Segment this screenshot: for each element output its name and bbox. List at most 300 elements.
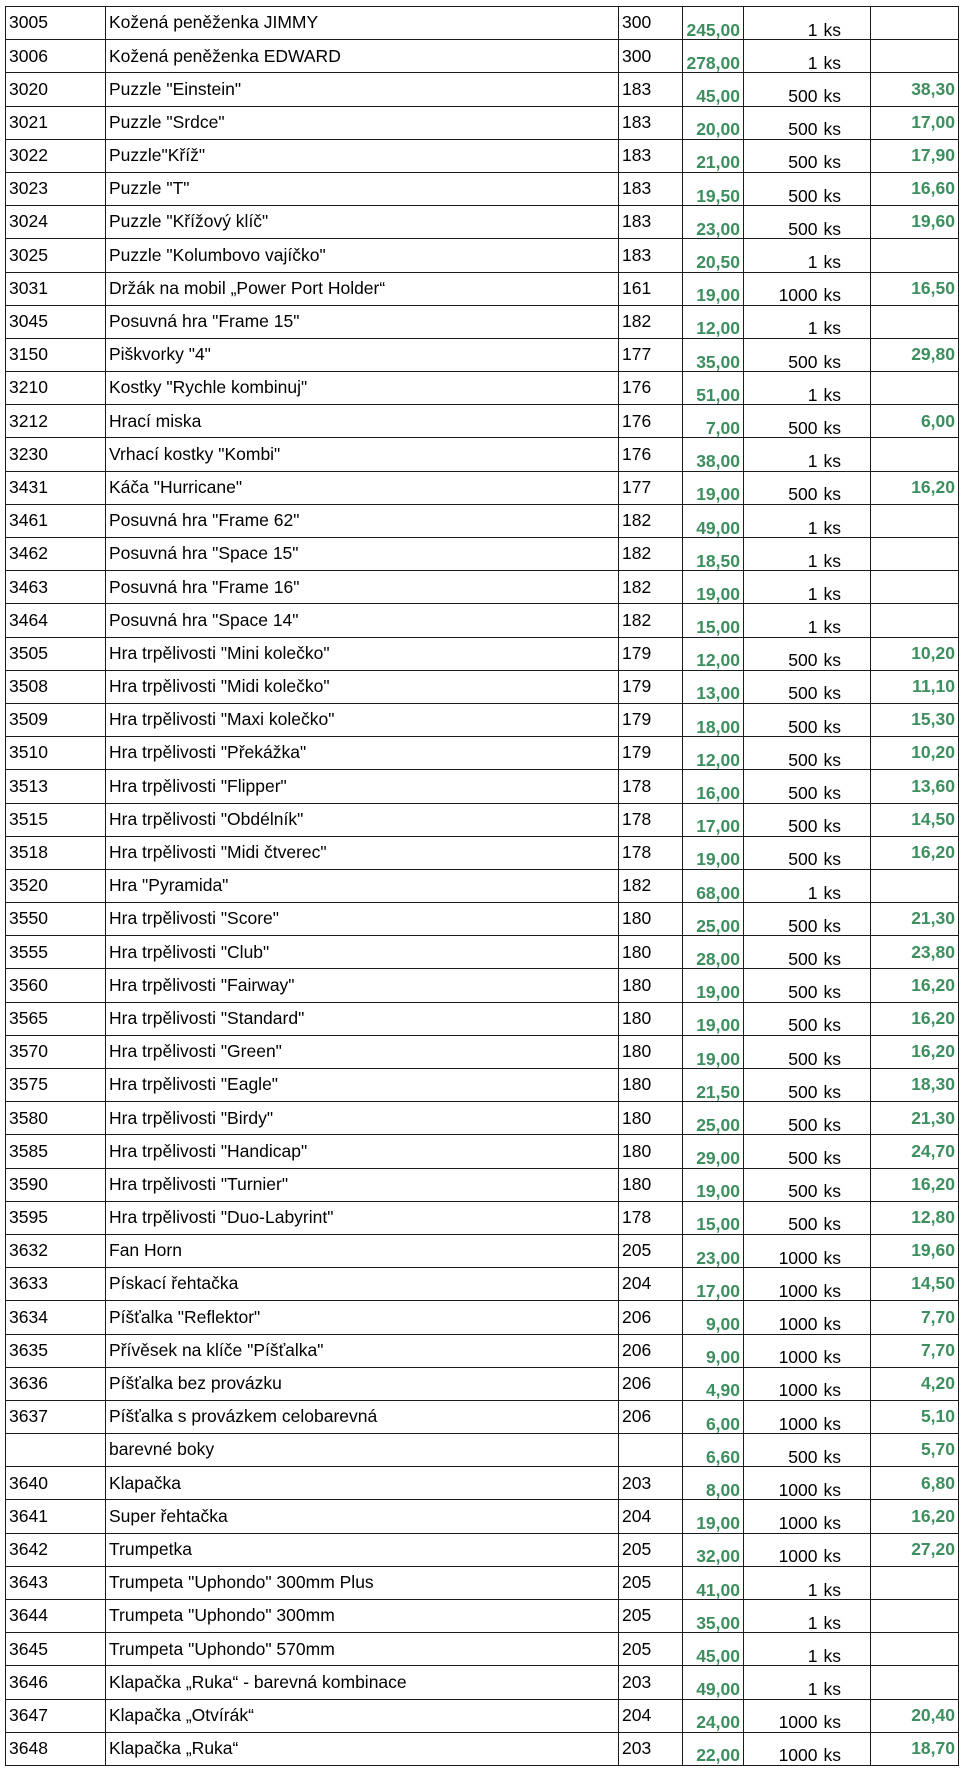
product-code: 3560 bbox=[6, 969, 106, 1002]
discount-price: 5,10 bbox=[871, 1400, 959, 1433]
unit-price: 25,00 bbox=[683, 1102, 744, 1135]
unit-price: 19,00 bbox=[683, 969, 744, 1002]
product-name: Posuvná hra "Space 15" bbox=[106, 538, 619, 571]
unit-label: ks bbox=[821, 338, 871, 371]
unit-price: 245,00 bbox=[683, 7, 744, 40]
min-quantity: 500 bbox=[744, 969, 821, 1002]
product-name: Píšťalka bez provázku bbox=[106, 1367, 619, 1400]
discount-price: 15,30 bbox=[871, 703, 959, 736]
min-quantity: 1 bbox=[744, 438, 821, 471]
table-row bbox=[6, 1566, 959, 1599]
product-group: 180 bbox=[619, 1069, 683, 1102]
discount-price: 4,20 bbox=[871, 1367, 959, 1400]
discount-price bbox=[871, 1666, 959, 1699]
product-group: 180 bbox=[619, 969, 683, 1002]
product-group: 300 bbox=[619, 40, 683, 73]
discount-price bbox=[871, 239, 959, 272]
discount-price: 29,80 bbox=[871, 338, 959, 371]
min-quantity: 1 bbox=[744, 372, 821, 405]
product-name: Trumpeta "Uphondo" 300mm Plus bbox=[106, 1566, 619, 1599]
product-code: 3518 bbox=[6, 836, 106, 869]
table-row bbox=[6, 1334, 959, 1367]
unit-label: ks bbox=[821, 40, 871, 73]
min-quantity: 500 bbox=[744, 73, 821, 106]
discount-price: 16,20 bbox=[871, 836, 959, 869]
product-code: 3555 bbox=[6, 936, 106, 969]
discount-price: 17,00 bbox=[871, 106, 959, 139]
table-row bbox=[6, 969, 959, 1002]
discount-price: 10,20 bbox=[871, 637, 959, 670]
unit-label: ks bbox=[821, 272, 871, 305]
product-code: 3150 bbox=[6, 338, 106, 371]
unit-price: 35,00 bbox=[683, 338, 744, 371]
unit-label: ks bbox=[821, 637, 871, 670]
unit-label: ks bbox=[821, 903, 871, 936]
unit-label: ks bbox=[821, 1400, 871, 1433]
product-group: 161 bbox=[619, 272, 683, 305]
min-quantity: 500 bbox=[744, 1035, 821, 1068]
table-row bbox=[6, 73, 959, 106]
unit-price: 18,50 bbox=[683, 538, 744, 571]
table-row bbox=[6, 1732, 959, 1765]
product-group: 205 bbox=[619, 1633, 683, 1666]
min-quantity: 1000 bbox=[744, 1301, 821, 1334]
min-quantity: 500 bbox=[744, 1168, 821, 1201]
table-row bbox=[6, 1699, 959, 1732]
product-group: 176 bbox=[619, 372, 683, 405]
unit-label: ks bbox=[821, 869, 871, 902]
min-quantity: 1000 bbox=[744, 1533, 821, 1566]
min-quantity: 1 bbox=[744, 538, 821, 571]
product-group: 177 bbox=[619, 338, 683, 371]
unit-label: ks bbox=[821, 1533, 871, 1566]
product-name: Kožená peněženka EDWARD bbox=[106, 40, 619, 73]
product-code: 3643 bbox=[6, 1566, 106, 1599]
product-name: Super řehtačka bbox=[106, 1500, 619, 1533]
unit-label: ks bbox=[821, 405, 871, 438]
product-group: 204 bbox=[619, 1268, 683, 1301]
table-row bbox=[6, 1135, 959, 1168]
price-list-table bbox=[5, 6, 959, 1766]
product-name: Puzzle "Einstein" bbox=[106, 73, 619, 106]
discount-price bbox=[871, 869, 959, 902]
product-group: 204 bbox=[619, 1500, 683, 1533]
min-quantity: 1 bbox=[744, 571, 821, 604]
table-row bbox=[6, 1434, 959, 1467]
min-quantity: 1 bbox=[744, 1633, 821, 1666]
product-name: Hrací miska bbox=[106, 405, 619, 438]
product-group: 182 bbox=[619, 604, 683, 637]
min-quantity: 500 bbox=[744, 1069, 821, 1102]
product-name: Kožená peněženka JIMMY bbox=[106, 7, 619, 40]
product-code: 3575 bbox=[6, 1069, 106, 1102]
product-code: 3462 bbox=[6, 538, 106, 571]
unit-price: 4,90 bbox=[683, 1367, 744, 1400]
min-quantity: 500 bbox=[744, 836, 821, 869]
unit-price: 41,00 bbox=[683, 1566, 744, 1599]
discount-price bbox=[871, 571, 959, 604]
product-group: 180 bbox=[619, 903, 683, 936]
product-group: 178 bbox=[619, 803, 683, 836]
unit-price: 19,00 bbox=[683, 1168, 744, 1201]
unit-label: ks bbox=[821, 1201, 871, 1234]
table-row bbox=[6, 1301, 959, 1334]
product-group: 179 bbox=[619, 637, 683, 670]
unit-label: ks bbox=[821, 1500, 871, 1533]
product-group: 203 bbox=[619, 1666, 683, 1699]
min-quantity: 1000 bbox=[744, 1367, 821, 1400]
unit-price: 32,00 bbox=[683, 1533, 744, 1566]
min-quantity: 500 bbox=[744, 139, 821, 172]
table-row bbox=[6, 1069, 959, 1102]
table-row bbox=[6, 40, 959, 73]
product-code: 3210 bbox=[6, 372, 106, 405]
unit-label: ks bbox=[821, 1234, 871, 1267]
discount-price: 10,20 bbox=[871, 737, 959, 770]
product-name: Puzzle"Kříž" bbox=[106, 139, 619, 172]
unit-price: 17,00 bbox=[683, 803, 744, 836]
unit-label: ks bbox=[821, 803, 871, 836]
unit-label: ks bbox=[821, 504, 871, 537]
product-name: Píšťalka "Reflektor" bbox=[106, 1301, 619, 1334]
table-row bbox=[6, 1600, 959, 1633]
product-name: Káča "Hurricane" bbox=[106, 471, 619, 504]
product-code: 3505 bbox=[6, 637, 106, 670]
product-name: Posuvná hra "Frame 16" bbox=[106, 571, 619, 604]
product-name: Hra trpělivosti "Birdy" bbox=[106, 1102, 619, 1135]
table-row bbox=[6, 1035, 959, 1068]
table-row bbox=[6, 637, 959, 670]
product-code: 3646 bbox=[6, 1666, 106, 1699]
unit-label: ks bbox=[821, 1069, 871, 1102]
min-quantity: 500 bbox=[744, 703, 821, 736]
product-name: Hra trpělivosti "Midi kolečko" bbox=[106, 670, 619, 703]
product-name: Hra trpělivosti "Maxi kolečko" bbox=[106, 703, 619, 736]
table-row bbox=[6, 438, 959, 471]
discount-price: 16,20 bbox=[871, 969, 959, 1002]
product-name: barevné boky bbox=[106, 1434, 619, 1467]
min-quantity: 1 bbox=[744, 869, 821, 902]
product-group: 206 bbox=[619, 1334, 683, 1367]
product-code: 3645 bbox=[6, 1633, 106, 1666]
table-row bbox=[6, 106, 959, 139]
min-quantity: 1000 bbox=[744, 1334, 821, 1367]
product-name: Posuvná hra "Space 14" bbox=[106, 604, 619, 637]
unit-price: 23,00 bbox=[683, 206, 744, 239]
product-group: 176 bbox=[619, 405, 683, 438]
unit-price: 15,00 bbox=[683, 1201, 744, 1234]
table-row bbox=[6, 803, 959, 836]
product-group: 180 bbox=[619, 1002, 683, 1035]
product-code: 3508 bbox=[6, 670, 106, 703]
table-row bbox=[6, 571, 959, 604]
product-group: 206 bbox=[619, 1400, 683, 1433]
min-quantity: 500 bbox=[744, 206, 821, 239]
min-quantity: 1 bbox=[744, 7, 821, 40]
min-quantity: 500 bbox=[744, 172, 821, 205]
unit-price: 24,00 bbox=[683, 1699, 744, 1732]
unit-price: 20,00 bbox=[683, 106, 744, 139]
unit-label: ks bbox=[821, 1367, 871, 1400]
discount-price: 16,20 bbox=[871, 1035, 959, 1068]
unit-label: ks bbox=[821, 239, 871, 272]
table-row bbox=[6, 1666, 959, 1699]
min-quantity: 500 bbox=[744, 338, 821, 371]
min-quantity: 500 bbox=[744, 737, 821, 770]
table-row bbox=[6, 703, 959, 736]
product-code: 3463 bbox=[6, 571, 106, 604]
discount-price: 38,30 bbox=[871, 73, 959, 106]
unit-price: 49,00 bbox=[683, 1666, 744, 1699]
min-quantity: 500 bbox=[744, 1002, 821, 1035]
unit-label: ks bbox=[821, 1633, 871, 1666]
discount-price bbox=[871, 504, 959, 537]
product-code: 3570 bbox=[6, 1035, 106, 1068]
unit-price: 15,00 bbox=[683, 604, 744, 637]
product-name: Hra trpělivosti "Green" bbox=[106, 1035, 619, 1068]
table-row bbox=[6, 903, 959, 936]
min-quantity: 500 bbox=[744, 903, 821, 936]
product-code: 3520 bbox=[6, 869, 106, 902]
unit-label: ks bbox=[821, 1699, 871, 1732]
unit-label: ks bbox=[821, 538, 871, 571]
unit-label: ks bbox=[821, 305, 871, 338]
table-row bbox=[6, 1400, 959, 1433]
min-quantity: 500 bbox=[744, 471, 821, 504]
product-group: 180 bbox=[619, 936, 683, 969]
discount-price bbox=[871, 305, 959, 338]
product-group: 206 bbox=[619, 1367, 683, 1400]
discount-price: 14,50 bbox=[871, 1268, 959, 1301]
product-name: Hra "Pyramida" bbox=[106, 869, 619, 902]
min-quantity: 1 bbox=[744, 1566, 821, 1599]
unit-price: 17,00 bbox=[683, 1268, 744, 1301]
product-group: 182 bbox=[619, 869, 683, 902]
min-quantity: 500 bbox=[744, 1135, 821, 1168]
product-group: 205 bbox=[619, 1234, 683, 1267]
unit-label: ks bbox=[821, 936, 871, 969]
unit-label: ks bbox=[821, 1566, 871, 1599]
unit-price: 49,00 bbox=[683, 504, 744, 537]
product-group: 182 bbox=[619, 538, 683, 571]
unit-label: ks bbox=[821, 1600, 871, 1633]
discount-price: 21,30 bbox=[871, 903, 959, 936]
min-quantity: 500 bbox=[744, 1434, 821, 1467]
unit-label: ks bbox=[821, 1002, 871, 1035]
unit-price: 19,50 bbox=[683, 172, 744, 205]
product-group: 180 bbox=[619, 1102, 683, 1135]
unit-price: 45,00 bbox=[683, 73, 744, 106]
table-row bbox=[6, 206, 959, 239]
product-code: 3565 bbox=[6, 1002, 106, 1035]
unit-label: ks bbox=[821, 1268, 871, 1301]
discount-price: 7,70 bbox=[871, 1334, 959, 1367]
discount-price: 16,50 bbox=[871, 272, 959, 305]
discount-price: 18,30 bbox=[871, 1069, 959, 1102]
product-code: 3550 bbox=[6, 903, 106, 936]
unit-label: ks bbox=[821, 206, 871, 239]
min-quantity: 500 bbox=[744, 1201, 821, 1234]
product-code: 3585 bbox=[6, 1135, 106, 1168]
min-quantity: 500 bbox=[744, 1102, 821, 1135]
discount-price: 16,60 bbox=[871, 172, 959, 205]
product-code: 3515 bbox=[6, 803, 106, 836]
table-row bbox=[6, 139, 959, 172]
product-code: 3644 bbox=[6, 1600, 106, 1633]
table-row bbox=[6, 1467, 959, 1500]
table-row bbox=[6, 7, 959, 40]
product-code: 3640 bbox=[6, 1467, 106, 1500]
min-quantity: 1 bbox=[744, 40, 821, 73]
product-code: 3431 bbox=[6, 471, 106, 504]
min-quantity: 1000 bbox=[744, 1234, 821, 1267]
product-name: Vrhací kostky "Kombi" bbox=[106, 438, 619, 471]
min-quantity: 1 bbox=[744, 1666, 821, 1699]
product-code: 3020 bbox=[6, 73, 106, 106]
discount-price bbox=[871, 1600, 959, 1633]
unit-price: 21,50 bbox=[683, 1069, 744, 1102]
product-code: 3510 bbox=[6, 737, 106, 770]
discount-price: 5,70 bbox=[871, 1434, 959, 1467]
product-name: Piškvorky "4" bbox=[106, 338, 619, 371]
product-code: 3513 bbox=[6, 770, 106, 803]
product-code: 3230 bbox=[6, 438, 106, 471]
product-group: 178 bbox=[619, 836, 683, 869]
unit-label: ks bbox=[821, 1135, 871, 1168]
product-code: 3636 bbox=[6, 1367, 106, 1400]
min-quantity: 500 bbox=[744, 803, 821, 836]
discount-price bbox=[871, 1566, 959, 1599]
product-code: 3635 bbox=[6, 1334, 106, 1367]
product-code: 3212 bbox=[6, 405, 106, 438]
discount-price bbox=[871, 40, 959, 73]
unit-label: ks bbox=[821, 836, 871, 869]
table-row bbox=[6, 770, 959, 803]
unit-price: 9,00 bbox=[683, 1301, 744, 1334]
product-group: 183 bbox=[619, 139, 683, 172]
unit-label: ks bbox=[821, 1666, 871, 1699]
product-name: Klapačka „Ruka“ bbox=[106, 1732, 619, 1765]
product-group: 179 bbox=[619, 737, 683, 770]
table-row bbox=[6, 604, 959, 637]
discount-price: 13,60 bbox=[871, 770, 959, 803]
unit-label: ks bbox=[821, 1035, 871, 1068]
unit-price: 6,00 bbox=[683, 1400, 744, 1433]
discount-price: 14,50 bbox=[871, 803, 959, 836]
discount-price: 23,80 bbox=[871, 936, 959, 969]
unit-price: 35,00 bbox=[683, 1600, 744, 1633]
min-quantity: 1000 bbox=[744, 1467, 821, 1500]
min-quantity: 1000 bbox=[744, 1732, 821, 1765]
unit-price: 19,00 bbox=[683, 571, 744, 604]
product-group: 183 bbox=[619, 73, 683, 106]
min-quantity: 1000 bbox=[744, 1500, 821, 1533]
product-name: Posuvná hra "Frame 15" bbox=[106, 305, 619, 338]
table-row bbox=[6, 1500, 959, 1533]
product-name: Posuvná hra "Frame 62" bbox=[106, 504, 619, 537]
product-group: 203 bbox=[619, 1732, 683, 1765]
unit-price: 25,00 bbox=[683, 903, 744, 936]
product-code: 3637 bbox=[6, 1400, 106, 1433]
product-name: Hra trpělivosti "Mini kolečko" bbox=[106, 637, 619, 670]
product-name: Hra trpělivosti "Standard" bbox=[106, 1002, 619, 1035]
discount-price: 16,20 bbox=[871, 1500, 959, 1533]
min-quantity: 1 bbox=[744, 504, 821, 537]
unit-price: 19,00 bbox=[683, 836, 744, 869]
unit-price: 68,00 bbox=[683, 869, 744, 902]
min-quantity: 1000 bbox=[744, 1268, 821, 1301]
product-group: 205 bbox=[619, 1600, 683, 1633]
product-code: 3632 bbox=[6, 1234, 106, 1267]
product-code: 3509 bbox=[6, 703, 106, 736]
unit-price: 22,00 bbox=[683, 1732, 744, 1765]
product-name: Hra trpělivosti "Eagle" bbox=[106, 1069, 619, 1102]
product-code: 3031 bbox=[6, 272, 106, 305]
product-code: 3633 bbox=[6, 1268, 106, 1301]
product-code: 3006 bbox=[6, 40, 106, 73]
table-row bbox=[6, 869, 959, 902]
discount-price: 12,80 bbox=[871, 1201, 959, 1234]
min-quantity: 1 bbox=[744, 604, 821, 637]
product-code: 3641 bbox=[6, 1500, 106, 1533]
product-name: Držák na mobil „Power Port Holder“ bbox=[106, 272, 619, 305]
table-row bbox=[6, 1002, 959, 1035]
product-code bbox=[6, 1434, 106, 1467]
min-quantity: 1 bbox=[744, 239, 821, 272]
product-name: Hra trpělivosti "Club" bbox=[106, 936, 619, 969]
unit-price: 16,00 bbox=[683, 770, 744, 803]
product-code: 3595 bbox=[6, 1201, 106, 1234]
unit-price: 19,00 bbox=[683, 1002, 744, 1035]
unit-price: 38,00 bbox=[683, 438, 744, 471]
product-name: Trumpetka bbox=[106, 1533, 619, 1566]
unit-label: ks bbox=[821, 969, 871, 1002]
price-list-body bbox=[6, 7, 959, 1766]
product-code: 3005 bbox=[6, 7, 106, 40]
discount-price: 7,70 bbox=[871, 1301, 959, 1334]
product-code: 3045 bbox=[6, 305, 106, 338]
table-row bbox=[6, 1201, 959, 1234]
product-group: 180 bbox=[619, 1035, 683, 1068]
table-row bbox=[6, 1367, 959, 1400]
unit-label: ks bbox=[821, 703, 871, 736]
discount-price: 27,20 bbox=[871, 1533, 959, 1566]
unit-label: ks bbox=[821, 7, 871, 40]
min-quantity: 1000 bbox=[744, 272, 821, 305]
discount-price bbox=[871, 7, 959, 40]
product-code: 3648 bbox=[6, 1732, 106, 1765]
product-group: 203 bbox=[619, 1467, 683, 1500]
discount-price: 18,70 bbox=[871, 1732, 959, 1765]
product-code: 3647 bbox=[6, 1699, 106, 1732]
table-row bbox=[6, 936, 959, 969]
unit-price: 45,00 bbox=[683, 1633, 744, 1666]
product-name: Hra trpělivosti "Duo-Labyrint" bbox=[106, 1201, 619, 1234]
discount-price: 21,30 bbox=[871, 1102, 959, 1135]
table-row bbox=[6, 172, 959, 205]
product-name: Píšťalka s provázkem celobarevná bbox=[106, 1400, 619, 1433]
product-code: 3590 bbox=[6, 1168, 106, 1201]
unit-label: ks bbox=[821, 604, 871, 637]
unit-price: 21,00 bbox=[683, 139, 744, 172]
discount-price: 19,60 bbox=[871, 206, 959, 239]
unit-price: 9,00 bbox=[683, 1334, 744, 1367]
product-group: 183 bbox=[619, 239, 683, 272]
table-row bbox=[6, 1234, 959, 1267]
unit-price: 28,00 bbox=[683, 936, 744, 969]
product-group: 178 bbox=[619, 1201, 683, 1234]
discount-price: 6,00 bbox=[871, 405, 959, 438]
